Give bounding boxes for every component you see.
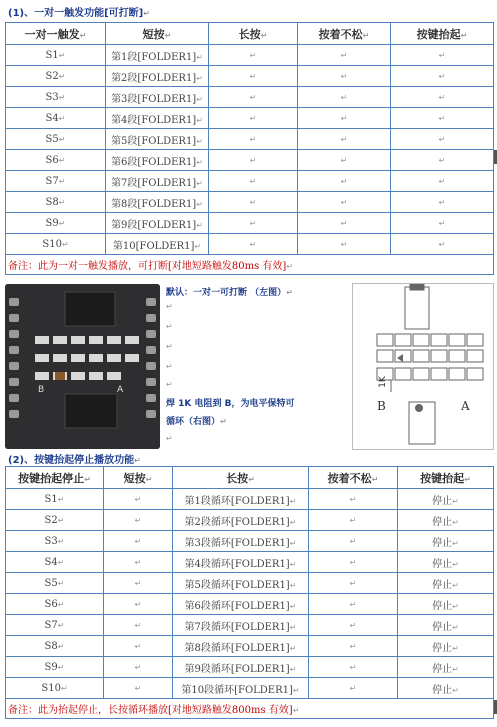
header-short: 短按↵ [106, 23, 209, 45]
hold-cell: ↵ [309, 510, 398, 531]
key-cell: S9↵ [6, 657, 104, 678]
long-press-cell: ↵ [209, 192, 298, 213]
board-label-a: A [117, 385, 124, 395]
paragraph-mark: ↵ [166, 362, 173, 371]
short-press-cell: 第5段[FOLDER1]↵ [106, 129, 209, 150]
key-cell: S8↵ [6, 636, 104, 657]
table-row [6, 234, 494, 255]
key-cell: S6↵ [6, 150, 106, 171]
long-press-cell: ↵ [209, 234, 298, 255]
short-press-cell: 第4段[FOLDER1]↵ [106, 108, 209, 129]
release-cell: 停止↵ [398, 657, 494, 678]
diagram-label-1k: 1K [377, 376, 388, 388]
release-cell: ↵ [391, 87, 494, 108]
paragraph-mark: ↵ [166, 302, 173, 311]
key-cell: S9↵ [6, 213, 106, 234]
hold-cell: ↵ [298, 213, 391, 234]
header-long: 长按↵ [173, 467, 309, 489]
long-press-cell: 第6段循环[FOLDER1]↵ [173, 594, 309, 615]
release-cell: ↵ [391, 192, 494, 213]
short-press-cell: ↵ [104, 594, 173, 615]
table-row [6, 531, 494, 552]
hold-cell: ↵ [309, 678, 398, 699]
long-press-cell: ↵ [209, 171, 298, 192]
paragraph-mark: ↵ [166, 434, 173, 443]
short-press-cell: ↵ [104, 531, 173, 552]
header-short: 短按↵ [104, 467, 173, 489]
short-press-cell: 第10[FOLDER1]↵ [106, 234, 209, 255]
table-row [6, 150, 494, 171]
header-trigger: 一对一触发↵ [6, 23, 106, 45]
short-press-cell: ↵ [104, 678, 173, 699]
short-press-cell: 第9段[FOLDER1]↵ [106, 213, 209, 234]
table-row [6, 192, 494, 213]
section1-title: (1)、一对一触发功能[可打断]↵ [8, 8, 150, 19]
release-cell: ↵ [391, 108, 494, 129]
table-row [6, 108, 494, 129]
table-row [6, 573, 494, 594]
key-cell: S10↵ [6, 678, 104, 699]
hold-cell: ↵ [309, 573, 398, 594]
key-cell: S1↵ [6, 489, 104, 510]
hold-cell: ↵ [309, 657, 398, 678]
table-row [6, 657, 494, 678]
hold-cell: ↵ [298, 129, 391, 150]
long-press-cell: ↵ [209, 213, 298, 234]
release-cell: ↵ [391, 129, 494, 150]
table-row [6, 45, 494, 66]
table-row [6, 213, 494, 234]
release-cell: 停止↵ [398, 489, 494, 510]
hold-cell: ↵ [298, 234, 391, 255]
long-press-cell: ↵ [209, 66, 298, 87]
long-press-cell: ↵ [209, 45, 298, 66]
short-press-cell: ↵ [104, 510, 173, 531]
table-note: 备注：此为一对一触发播放，可打断[对地短路触发80ms 有效]↵ [6, 255, 494, 275]
table-note-row [6, 255, 494, 275]
hold-cell: ↵ [309, 552, 398, 573]
long-press-cell: ↵ [209, 108, 298, 129]
hold-cell: ↵ [298, 45, 391, 66]
key-cell: S3↵ [6, 531, 104, 552]
paragraph-mark: ↵ [166, 322, 173, 331]
release-cell: 停止↵ [398, 636, 494, 657]
key-cell: S5↵ [6, 573, 104, 594]
key-cell: S2↵ [6, 66, 106, 87]
release-cell: 停止↵ [398, 615, 494, 636]
short-press-cell: ↵ [104, 636, 173, 657]
long-press-cell: 第2段循环[FOLDER1]↵ [173, 510, 309, 531]
long-press-cell: 第1段循环[FOLDER1]↵ [173, 489, 309, 510]
release-cell: ↵ [391, 45, 494, 66]
key-cell: S7↵ [6, 171, 106, 192]
header-release: 按键抬起↵ [398, 467, 494, 489]
board-illustration [5, 284, 160, 449]
long-press-cell: 第8段循环[FOLDER1]↵ [173, 636, 309, 657]
hold-cell: ↵ [309, 615, 398, 636]
release-cell: 停止↵ [398, 573, 494, 594]
key-cell: S1↵ [6, 45, 106, 66]
short-press-cell: 第3段[FOLDER1]↵ [106, 87, 209, 108]
table-row [6, 636, 494, 657]
short-press-cell: ↵ [104, 489, 173, 510]
key-cell: S6↵ [6, 594, 104, 615]
key-cell: S8↵ [6, 192, 106, 213]
key-cell: S2↵ [6, 510, 104, 531]
solder-resistor-text-2: 循环（右图）↵ [166, 417, 227, 427]
key-cell: S3↵ [6, 87, 106, 108]
header-release: 按键抬起↵ [391, 23, 494, 45]
long-press-cell: ↵ [209, 150, 298, 171]
release-cell: ↵ [391, 171, 494, 192]
table-row [6, 129, 494, 150]
solder-diagram [352, 283, 494, 450]
hold-cell: ↵ [298, 66, 391, 87]
default-mode-text: 默认：一对一可打断 （左图）↵ [166, 288, 293, 298]
key-cell: S5↵ [6, 129, 106, 150]
section2-title: (2)、按键抬起停止播放功能↵ [8, 455, 141, 466]
key-cell: S4↵ [6, 108, 106, 129]
release-cell: ↵ [391, 213, 494, 234]
diagram-label-b: B [377, 399, 386, 413]
table-row [6, 552, 494, 573]
release-cell: ↵ [391, 150, 494, 171]
table-row [6, 594, 494, 615]
hold-cell: ↵ [309, 636, 398, 657]
table-row [6, 489, 494, 510]
table-note-row [6, 699, 494, 719]
hold-cell: ↵ [309, 594, 398, 615]
solder-resistor-text: 焊 1K 电阻到 B，为电平保特可 [166, 399, 295, 409]
hold-cell: ↵ [298, 150, 391, 171]
board-label-b: B [38, 385, 45, 395]
long-press-cell: 第9段循环[FOLDER1]↵ [173, 657, 309, 678]
short-press-cell: 第6段[FOLDER1]↵ [106, 150, 209, 171]
long-press-cell: 第3段循环[FOLDER1]↵ [173, 531, 309, 552]
solder-diagram-drawing [353, 284, 493, 449]
short-press-cell: 第8段[FOLDER1]↵ [106, 192, 209, 213]
key-cell: S7↵ [6, 615, 104, 636]
short-press-cell: ↵ [104, 657, 173, 678]
paragraph-mark: ↵ [166, 380, 173, 389]
header-release-stop: 按键抬起停止↵ [6, 467, 104, 489]
short-press-cell: 第7段[FOLDER1]↵ [106, 171, 209, 192]
hold-cell: ↵ [298, 108, 391, 129]
release-cell: 停止↵ [398, 531, 494, 552]
release-cell: 停止↵ [398, 678, 494, 699]
header-long: 长按↵ [209, 23, 298, 45]
long-press-cell: ↵ [209, 129, 298, 150]
short-press-cell: ↵ [104, 615, 173, 636]
release-cell: 停止↵ [398, 552, 494, 573]
header-hold: 按着不松↵ [298, 23, 391, 45]
table-row [6, 171, 494, 192]
hold-cell: ↵ [309, 489, 398, 510]
diagram-label-a: A [461, 399, 470, 413]
long-press-cell: 第4段循环[FOLDER1]↵ [173, 552, 309, 573]
short-press-cell: ↵ [104, 552, 173, 573]
long-press-cell: 第10段循环[FOLDER1]↵ [173, 678, 309, 699]
short-press-cell: 第2段[FOLDER1]↵ [106, 66, 209, 87]
table-note: 备注：此为抬起停止，长按循环播放[对地短路触发800ms 有效]↵ [6, 699, 494, 719]
hold-cell: ↵ [309, 531, 398, 552]
table-header-row [6, 23, 494, 45]
table-row [6, 678, 494, 699]
trigger-table-1 [5, 22, 494, 275]
hold-cell: ↵ [298, 87, 391, 108]
key-cell: S4↵ [6, 552, 104, 573]
long-press-cell: 第7段循环[FOLDER1]↵ [173, 615, 309, 636]
release-cell: 停止↵ [398, 594, 494, 615]
table-row [6, 66, 494, 87]
release-cell: ↵ [391, 234, 494, 255]
table-row [6, 510, 494, 531]
table-row [6, 615, 494, 636]
hold-cell: ↵ [298, 192, 391, 213]
hold-cell: ↵ [298, 171, 391, 192]
release-cell: ↵ [391, 66, 494, 87]
short-press-cell: 第1段[FOLDER1]↵ [106, 45, 209, 66]
table-row [6, 87, 494, 108]
trigger-table-2 [5, 466, 494, 719]
release-cell: 停止↵ [398, 510, 494, 531]
short-press-cell: ↵ [104, 573, 173, 594]
key-cell: S10↵ [6, 234, 106, 255]
long-press-cell: 第5段循环[FOLDER1]↵ [173, 573, 309, 594]
board-photo [5, 284, 160, 449]
paragraph-mark: ↵ [166, 342, 173, 351]
table-header-row [6, 467, 494, 489]
header-hold: 按着不松↵ [309, 467, 398, 489]
long-press-cell: ↵ [209, 87, 298, 108]
